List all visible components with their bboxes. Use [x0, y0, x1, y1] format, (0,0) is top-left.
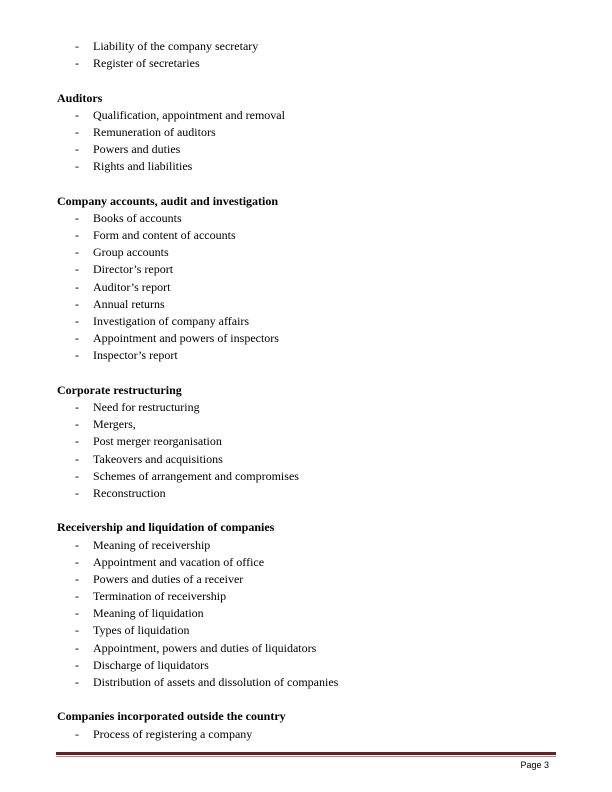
- bullet-dash: -: [75, 228, 79, 243]
- bullet-dash: -: [75, 451, 79, 466]
- list-item: [57, 622, 557, 639]
- bullet-dash: -: [75, 279, 79, 294]
- list-item: [57, 279, 557, 296]
- bullet-dash: -: [75, 348, 79, 363]
- list-item: [57, 674, 557, 691]
- bullet-dash: -: [75, 142, 79, 157]
- list-item: [57, 107, 557, 124]
- bullet-dash: -: [75, 589, 79, 604]
- section-heading: Auditors: [57, 90, 103, 105]
- bullet-dash: -: [75, 124, 79, 139]
- bullet-dash: -: [75, 210, 79, 225]
- bullet-dash: -: [75, 554, 79, 569]
- list-item: [57, 261, 557, 278]
- list-item-text: Remuneration of auditors: [93, 124, 216, 139]
- bullet-dash: -: [75, 675, 79, 689]
- section-heading: Company accounts, audit and investigation: [57, 193, 279, 208]
- list-item: [57, 416, 557, 433]
- bullet-dash: -: [75, 314, 79, 329]
- section: [57, 90, 557, 176]
- bullet-dash: -: [75, 39, 79, 53]
- list-item: [57, 158, 557, 175]
- list-item-text: Rights and liabilities: [93, 159, 193, 174]
- list-item: [57, 38, 557, 55]
- bullet-dash: -: [75, 159, 79, 174]
- section: [57, 708, 557, 742]
- list-item-text: Inspector’s report: [93, 348, 178, 363]
- list-item-text: Types of liquidation: [93, 623, 190, 638]
- list-item: [57, 468, 557, 485]
- list-item: [57, 657, 557, 674]
- list-item-text: Liability of the company secretary: [93, 39, 259, 53]
- list-item: [57, 141, 557, 158]
- bullet-dash: -: [75, 56, 79, 71]
- list-item-text: Process of registering a company: [93, 726, 253, 741]
- list-item-text: Director’s report: [93, 262, 174, 277]
- section-heading: Receivership and liquidation of companies: [57, 520, 275, 535]
- list-item-text: Meaning of receivership: [93, 537, 211, 552]
- list-item-text: Qualification, appointment and removal: [93, 107, 285, 122]
- list-item-text: Powers and duties: [93, 142, 181, 157]
- list-item-text: Post merger reorganisation: [93, 434, 222, 449]
- list-item: [57, 485, 557, 502]
- bullet-dash: -: [75, 245, 79, 260]
- list-item-text: Discharge of liquidators: [93, 657, 209, 672]
- bullet-dash: -: [75, 468, 79, 483]
- list-item: [57, 244, 557, 261]
- bullet-dash: -: [75, 606, 79, 621]
- list-item-text: Mergers,: [93, 417, 136, 432]
- list-item: [57, 554, 557, 571]
- list-item: [57, 571, 557, 588]
- bullet-dash: -: [75, 434, 79, 449]
- list-item: [57, 640, 557, 657]
- bullet-dash: -: [75, 571, 79, 586]
- list-item-text: Schemes of arrangement and compromises: [93, 468, 299, 483]
- list-item: [57, 55, 557, 72]
- list-item-text: Appointment and vacation of office: [93, 554, 265, 569]
- section: [57, 382, 557, 502]
- list-item-text: Investigation of company affairs: [93, 314, 250, 329]
- list-item-text: Auditor’s report: [93, 279, 171, 294]
- list-item: [57, 537, 557, 554]
- section-heading: Corporate restructuring: [57, 382, 182, 397]
- list-item-text: Distribution of assets and dissolution of companies: [93, 675, 339, 689]
- list-item-text: Meaning of liquidation: [93, 606, 204, 621]
- bullet-dash: -: [75, 296, 79, 311]
- list-item: [57, 433, 557, 450]
- list-item-text: Need for restructuring: [93, 399, 200, 414]
- list-item-text: Group accounts: [93, 245, 169, 260]
- bullet-dash: -: [75, 640, 79, 655]
- list-item-text: Appointment and powers of inspectors: [93, 331, 279, 346]
- list-item: [57, 296, 557, 313]
- list-item: [57, 347, 557, 364]
- list-item-text: Form and content of accounts: [93, 228, 236, 243]
- list-item: [57, 330, 557, 347]
- bullet-dash: -: [75, 623, 79, 638]
- section: [57, 38, 557, 72]
- list-item: [57, 399, 557, 416]
- bullet-dash: -: [75, 657, 79, 672]
- page-number: Page 3: [520, 760, 549, 770]
- bullet-dash: -: [75, 417, 79, 432]
- section: [57, 519, 557, 691]
- list-item-text: Termination of receivership: [93, 589, 227, 604]
- footer-rule: [56, 752, 556, 755]
- document-body: [57, 38, 557, 760]
- list-item-text: Appointment, powers and duties of liquidators: [93, 640, 317, 655]
- list-item-text: Annual returns: [93, 296, 165, 311]
- list-item: [57, 210, 557, 227]
- list-item: [57, 124, 557, 141]
- list-item-text: Books of accounts: [93, 210, 182, 225]
- bullet-dash: -: [75, 726, 79, 741]
- footer-rule-thin: [56, 756, 556, 757]
- bullet-dash: -: [75, 399, 79, 414]
- bullet-dash: -: [75, 331, 79, 346]
- list-item-text: Powers and duties of a receiver: [93, 571, 244, 586]
- bullet-dash: -: [75, 537, 79, 552]
- list-item-text: Takeovers and acquisitions: [93, 451, 223, 466]
- section: [57, 193, 557, 365]
- list-item-text: Reconstruction: [93, 485, 166, 500]
- list-item: [57, 451, 557, 468]
- list-item: [57, 588, 557, 605]
- bullet-dash: -: [75, 485, 79, 500]
- list-item: [57, 227, 557, 244]
- list-item: [57, 313, 557, 330]
- bullet-dash: -: [75, 107, 79, 122]
- list-item: [57, 726, 557, 743]
- bullet-dash: -: [75, 262, 79, 277]
- list-item-text: Register of secretaries: [93, 56, 200, 71]
- list-item: [57, 605, 557, 622]
- section-heading: Companies incorporated outside the country: [57, 709, 286, 724]
